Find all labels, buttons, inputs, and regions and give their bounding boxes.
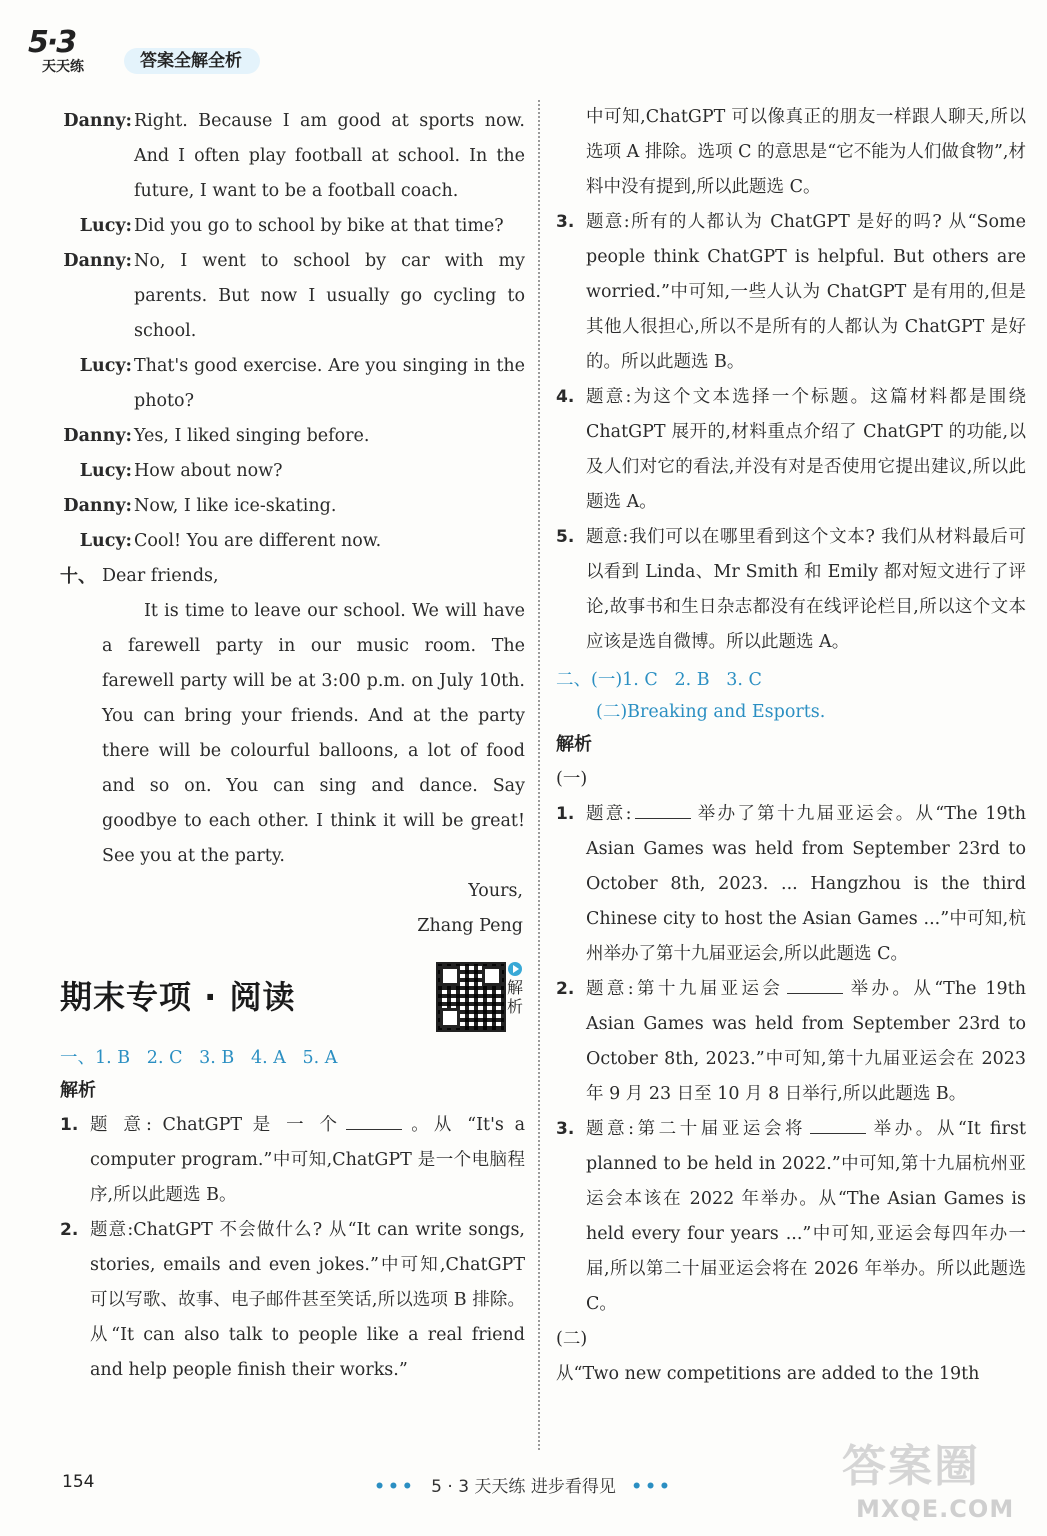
- dialogue-text: Right. Because I am good at sports now. And I often play football at school. In the future, I want to be a football coach.: [134, 111, 525, 201]
- dialogue-text: Did you go to school by bike at that time?: [134, 216, 504, 236]
- left-item-1: [60, 1108, 525, 1213]
- speaker: Lucy:: [79, 216, 132, 236]
- item-text-pre: 题意:第二十届亚运会将: [586, 1119, 807, 1139]
- part2-item: [556, 797, 1026, 972]
- header-title: 答案全解全析: [124, 48, 260, 74]
- dialogue-text: How about now?: [134, 461, 283, 481]
- part2-item: [556, 972, 1026, 1112]
- continued-text: 中可知,ChatGPT 可以像真正的朋友一样跟人聊天,所以选项 A 排除。选项 C 的意思是“它不能为人们做食物”,材料中没有提到,所以此题选 C。: [586, 107, 1026, 197]
- final-section-title: 期末专项 · 阅读: [60, 978, 296, 1016]
- part1-answers: 一、1. B 2. C 3. B 4. A 5. A: [60, 1048, 338, 1068]
- watermark-bottom: MXQE.COM: [856, 1495, 1015, 1523]
- jiexi-label-2: 解析: [556, 734, 592, 755]
- right-item: [556, 520, 1026, 660]
- part2-answers-b: (二)Breaking and Esports.: [596, 702, 826, 722]
- item-text: 题意:ChatGPT 不会做什么? 从“It can write songs, stories, emails and even jokes.”中可知,ChatGPT 可以写歌、故事、电子邮件甚至笑话,所以选项 B 排除。从“It can also talk to people like a real friend and help people finish their works.”: [90, 1220, 525, 1380]
- item-text: [586, 797, 1026, 972]
- section-number: 十、: [60, 566, 96, 587]
- dialogue-line: [60, 454, 525, 489]
- letter-closing: Yours,: [468, 881, 523, 901]
- right-item: [556, 380, 1026, 520]
- watermark: [842, 1440, 1032, 1532]
- item-number: 3.: [556, 1119, 575, 1139]
- speaker: Lucy:: [79, 356, 132, 376]
- item-text-post: 。从 “It's a computer program.”中可知,ChatGPT 是一个电脑程序,所以此题选 B。: [90, 1115, 525, 1205]
- speaker: Danny:: [63, 426, 132, 446]
- qr-label: [506, 962, 524, 1016]
- item-text: [586, 972, 1026, 1112]
- item-number: 4.: [556, 387, 575, 407]
- letter-body: [60, 594, 525, 874]
- dialogue-line: [60, 104, 525, 209]
- dialogue-line: [60, 419, 525, 454]
- answer-blank: [810, 1115, 866, 1134]
- part2-items: [556, 797, 1026, 1322]
- section-10-heading: [60, 559, 525, 594]
- dialogue-text: Yes, I liked singing before.: [134, 426, 370, 446]
- right-items: [556, 205, 1026, 660]
- answer-blank: [787, 975, 843, 994]
- footer-dots-right: •••: [631, 1477, 673, 1497]
- column-divider: [538, 100, 540, 1450]
- item-text: 题意:所有的人都认为 ChatGPT 是好的吗? 从“Some people think ChatGPT is helpful. But others are worried.”中可知,一些人认为 ChatGPT 是有用的,但是其他人很担心,所以不是所有的人都认为 ChatGPT 是好的。所以此题选 B。: [586, 212, 1026, 372]
- qr-corner: [440, 966, 460, 986]
- dialogue-line: [60, 524, 525, 559]
- letter-greeting: Dear friends,: [102, 566, 219, 586]
- dialogue-text: That's good exercise. Are you singing in the photo?: [134, 356, 525, 411]
- page-header: [28, 22, 628, 82]
- item-text-pre: 题意:第十九届亚运会: [586, 979, 784, 999]
- footer-text: 5 · 3 天天练 进步看得见: [431, 1477, 616, 1497]
- answer-blank: [635, 800, 691, 819]
- part2-answers-a: 二、(一)1. C 2. B 3. C: [556, 670, 762, 690]
- speaker: Danny:: [63, 496, 132, 516]
- logo-sub: 天天练: [42, 59, 84, 75]
- dialogue-line: [60, 489, 525, 524]
- right-column: [556, 100, 1026, 1392]
- letter-signature: Zhang Peng: [417, 916, 523, 936]
- qr-label-char: 析: [506, 997, 523, 1016]
- qr-code-icon[interactable]: [436, 962, 506, 1032]
- final-section-title-row: [60, 962, 525, 1042]
- item-number: 2.: [556, 979, 575, 999]
- item-number: 1.: [60, 1115, 79, 1135]
- logo-main: 5·3: [28, 25, 76, 60]
- dialogue-text: Now, I like ice-skating.: [134, 496, 337, 516]
- left-item-2: [60, 1213, 525, 1388]
- page-number: 154: [62, 1472, 95, 1492]
- part2-item: [556, 1112, 1026, 1322]
- qr-corner: [482, 966, 502, 986]
- item-number: 2.: [60, 1220, 79, 1240]
- item-text-post: 举办。从“The 19th Asian Games was held from September 23rd to October 8th, 2023.”中可知,第十九届亚运会在 2023 年 9 月 23 日至 10 月 8 日举行,所以此题选 B。: [586, 979, 1026, 1104]
- letter-text: It is time to leave our school. We will have a farewell party in our music room. The farewell party will be at 3:00 p.m. on July 10th. You can bring your friends. And at the party there will be colourful balloons, a lot of food and so on. You can sing and dance. Say goodbye to each other. I think it will be great! See you at the party.: [102, 601, 525, 866]
- item-text: 题意:为这个文本选择一个标题。这篇材料都是围绕 ChatGPT 展开的,材料重点介绍了 ChatGPT 的功能,以及人们对它的看法,并没有对是否使用它提出建议,所以此题选 A。: [586, 387, 1026, 512]
- item-text-post: 举办了第十九届亚运会。从“The 19th Asian Games was held from September 23rd to October 8th, 2023. ... Hangzhou is the third Chinese city to host the Asian Games ...”中可知,杭州举办了第十九届亚运会,所以此题选 C。: [586, 804, 1026, 964]
- speaker: Danny:: [63, 111, 132, 131]
- right-item: [556, 205, 1026, 380]
- qr-label-char: 解: [506, 978, 523, 997]
- watermark-top: 答案圈: [842, 1441, 980, 1492]
- answer-blank: [346, 1111, 402, 1130]
- dialogue-line: [60, 244, 525, 349]
- jiexi-label: 解析: [60, 1080, 96, 1101]
- item-text: [586, 1112, 1026, 1322]
- speaker: Danny:: [63, 251, 132, 271]
- speaker: Lucy:: [79, 531, 132, 551]
- item-text-post: 举办。从“It first planned to be held in 2022.”中可知,第十九届杭州亚运会本该在 2022 年举办。从“The Asian Games is held every four years ...”中可知,亚运会每四年办一届,所以第二十届亚运会将在 2026 年举办。所以此题选 C。: [586, 1119, 1026, 1314]
- footer-dots-left: •••: [374, 1477, 416, 1497]
- qr-corner: [440, 1008, 460, 1028]
- sub-section-2-label: (二): [556, 1329, 588, 1349]
- sub-section-1-label: (一): [556, 769, 588, 789]
- item-number: 1.: [556, 804, 575, 824]
- brand-logo: [28, 22, 128, 80]
- item-text: [90, 1108, 525, 1213]
- speaker: Lucy:: [79, 461, 132, 481]
- item-number: 5.: [556, 527, 575, 547]
- dialogue-text: Cool! You are different now.: [134, 531, 382, 551]
- last-line: 从“Two new competitions are added to the 19th: [556, 1364, 980, 1384]
- item-text-pre: 题 意: ChatGPT 是 一 个: [90, 1115, 343, 1135]
- item-text-pre: 题意:: [586, 804, 632, 824]
- dialogue-line: [60, 209, 525, 244]
- item-number: 3.: [556, 212, 575, 232]
- dialogue: [60, 104, 525, 559]
- item-text: 题意:我们可以在哪里看到这个文本? 我们从材料最后可以看到 Linda、Mr Smith 和 Emily 都对短文进行了评论,故事书和生日杂志都没有在线评论栏目,所以这个文本应该是选自微博。所以此题选 A。: [586, 527, 1026, 652]
- dialogue-text: No, I went to school by car with my parents. But now I usually go cycling to school.: [134, 251, 525, 341]
- play-icon: [508, 962, 522, 976]
- dialogue-line: [60, 349, 525, 419]
- left-column: [60, 104, 525, 1388]
